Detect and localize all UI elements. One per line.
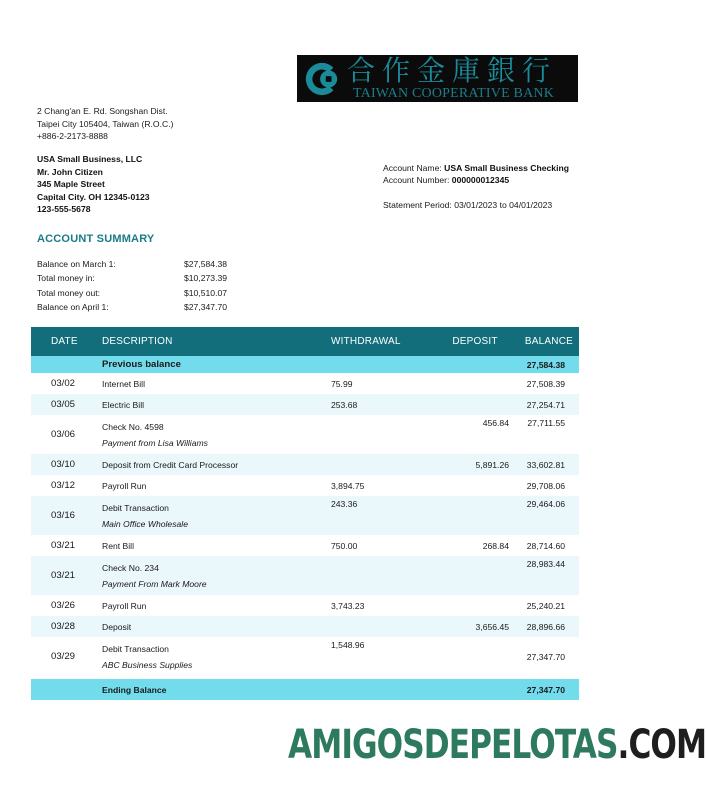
txn-withdrawal — [331, 454, 441, 475]
table-row — [31, 496, 579, 535]
summary-value: $10,510.07 — [184, 287, 228, 298]
txn-withdrawal: 750.00 — [331, 540, 358, 551]
table-row — [31, 373, 579, 394]
txn-balance: 27,711.55 — [527, 418, 565, 428]
summary-row — [37, 286, 237, 300]
previous-balance-label: Previous balance — [101, 356, 331, 373]
column-header-date: DATE — [31, 327, 101, 356]
txn-deposit — [441, 637, 509, 676]
column-header-withdrawal: WITHDRAWAL — [331, 327, 441, 356]
bank-phone: +886-2-2173-8888 — [37, 131, 108, 142]
customer-phone: 123-555-5678 — [37, 204, 91, 215]
txn-withdrawal — [331, 415, 441, 454]
txn-deposit: 3,656.45 — [441, 616, 509, 637]
bank-address-line: Taipei City 105404, Taiwan (R.O.C.) — [37, 118, 174, 129]
table-header-row — [31, 327, 579, 356]
txn-description: Deposit — [101, 616, 331, 637]
txn-date: 03/10 — [31, 454, 101, 475]
column-header-deposit: DEPOSIT — [441, 327, 509, 356]
txn-description: Debit Transaction — [102, 643, 169, 654]
ending-balance-value: 27,347.70 — [509, 679, 579, 700]
account-summary — [37, 257, 237, 315]
txn-date: 03/26 — [51, 600, 76, 611]
ending-balance-label: Ending Balance — [101, 679, 331, 700]
txn-balance: 29,464.06 — [509, 496, 579, 535]
txn-withdrawal: 3,894.75 — [331, 480, 365, 491]
bank-name-chinese: 合作金庫銀行 — [347, 54, 558, 87]
table-row — [31, 637, 579, 676]
txn-date: 03/06 — [51, 429, 76, 440]
table-row — [31, 616, 579, 637]
column-header-balance: BALANCE — [509, 327, 579, 356]
previous-balance-row — [31, 356, 579, 373]
summary-value: $27,347.70 — [184, 302, 228, 313]
customer-city: Capital City. OH 12345-0123 — [37, 191, 150, 202]
txn-balance: 28,896.66 — [509, 616, 579, 637]
table-row — [31, 394, 579, 415]
txn-description: Debit Transaction — [102, 502, 169, 513]
txn-memo: Payment from Lisa Williams — [102, 437, 208, 448]
transactions-table — [31, 327, 579, 700]
txn-deposit — [441, 556, 509, 595]
txn-date: 03/21 — [31, 556, 101, 595]
customer-contact: Mr. John Citizen — [37, 166, 103, 177]
txn-memo: Payment From Mark Moore — [102, 578, 207, 589]
table-row — [31, 415, 579, 454]
statement-period-label: Statement Period: — [383, 199, 452, 210]
txn-date: 03/05 — [31, 394, 101, 415]
account-info — [383, 162, 569, 211]
table-row — [31, 556, 579, 595]
txn-description: Rent Bill — [102, 540, 134, 551]
summary-label: Balance on March 1: — [37, 259, 116, 269]
summary-row — [37, 271, 237, 285]
txn-deposit — [441, 373, 509, 394]
summary-row — [37, 257, 237, 271]
txn-memo: Main Office Wholesale — [102, 518, 188, 529]
txn-date: 03/16 — [31, 496, 101, 535]
customer-street: 345 Maple Street — [37, 179, 105, 190]
txn-balance: 29,708.06 — [526, 480, 565, 491]
txn-description: Check No. 4598 — [102, 421, 164, 432]
txn-deposit: 456.84 — [482, 418, 509, 428]
txn-balance: 27,254.71 — [509, 394, 579, 415]
summary-value: $10,273.39 — [184, 273, 228, 284]
txn-balance: 28,983.44 — [509, 556, 579, 595]
customer-company: USA Small Business, LLC — [37, 154, 143, 164]
txn-balance: 25,240.21 — [526, 600, 565, 611]
txn-date: 03/29 — [51, 651, 76, 662]
account-number — [383, 174, 569, 186]
table-row — [31, 475, 579, 496]
statement-period-value: 03/01/2023 to 04/01/2023 — [454, 199, 553, 210]
customer-address — [37, 153, 150, 216]
txn-withdrawal — [331, 556, 441, 595]
txn-deposit: 5,891.26 — [441, 454, 509, 475]
txn-deposit — [441, 475, 509, 496]
txn-description: Electric Bill — [101, 394, 331, 415]
txn-withdrawal: 1,548.96 — [331, 640, 365, 650]
bank-address-line: 2 Chang'an E. Rd. Songshan Dist. — [37, 106, 168, 116]
txn-deposit — [441, 496, 509, 535]
txn-deposit — [441, 394, 509, 415]
txn-description-cell — [101, 637, 331, 676]
txn-description-cell — [101, 556, 331, 595]
summary-row — [37, 300, 237, 314]
txn-balance: 28,714.60 — [526, 540, 565, 551]
bank-logo — [297, 55, 578, 102]
table-row — [31, 535, 579, 556]
account-number-label: Account Number: — [383, 175, 450, 186]
table-row — [31, 595, 579, 616]
summary-label: Balance on April 1: — [37, 302, 109, 313]
watermark-tld: .COM — [617, 722, 706, 768]
summary-label: Total money out: — [37, 287, 101, 298]
txn-deposit: 268.84 — [482, 540, 509, 551]
column-header-description: DESCRIPTION — [101, 327, 331, 356]
txn-description: Payroll Run — [102, 600, 147, 611]
txn-withdrawal: 253.68 — [331, 394, 441, 415]
cooperative-coin-icon — [303, 60, 341, 98]
txn-date: 03/28 — [31, 616, 101, 637]
txn-deposit — [441, 595, 509, 616]
txn-withdrawal: 75.99 — [331, 378, 353, 389]
txn-date: 03/02 — [51, 378, 76, 389]
txn-memo: ABC Business Supplies — [102, 659, 193, 670]
txn-description: Payroll Run — [102, 480, 147, 491]
bank-name-english: TAIWAN COOPERATIVE BANK — [353, 86, 555, 101]
summary-label: Total money in: — [37, 273, 95, 284]
watermark-site-name: AMIGOSDEPELOTAS — [288, 722, 618, 768]
txn-withdrawal: 243.36 — [331, 496, 441, 535]
account-summary-title: ACCOUNT SUMMARY — [37, 233, 155, 245]
txn-description: Check No. 234 — [102, 562, 159, 573]
txn-balance: 33,602.81 — [509, 454, 579, 475]
txn-date: 03/12 — [51, 480, 76, 491]
txn-description-cell — [101, 415, 331, 454]
previous-balance-value: 27,584.38 — [509, 356, 579, 373]
bank-address — [37, 105, 173, 143]
account-number-value: 000000012345 — [451, 175, 510, 186]
account-name — [383, 162, 569, 174]
ending-balance-row — [31, 679, 579, 700]
txn-date: 03/21 — [51, 540, 76, 551]
account-name-value: USA Small Business Checking — [444, 163, 569, 173]
summary-value: $27,584.38 — [184, 259, 228, 269]
txn-balance: 27,508.39 — [526, 378, 565, 389]
txn-description-cell — [101, 496, 331, 535]
watermark — [288, 722, 706, 768]
table-row — [31, 454, 579, 475]
txn-description: Deposit from Credit Card Processor — [101, 454, 331, 475]
txn-withdrawal: 3,743.23 — [331, 600, 365, 611]
txn-description: Internet Bill — [102, 378, 145, 389]
account-name-label: Account Name: — [383, 163, 442, 173]
txn-withdrawal — [331, 616, 441, 637]
statement-period — [383, 199, 569, 211]
txn-balance: 27,347.70 — [526, 651, 565, 662]
